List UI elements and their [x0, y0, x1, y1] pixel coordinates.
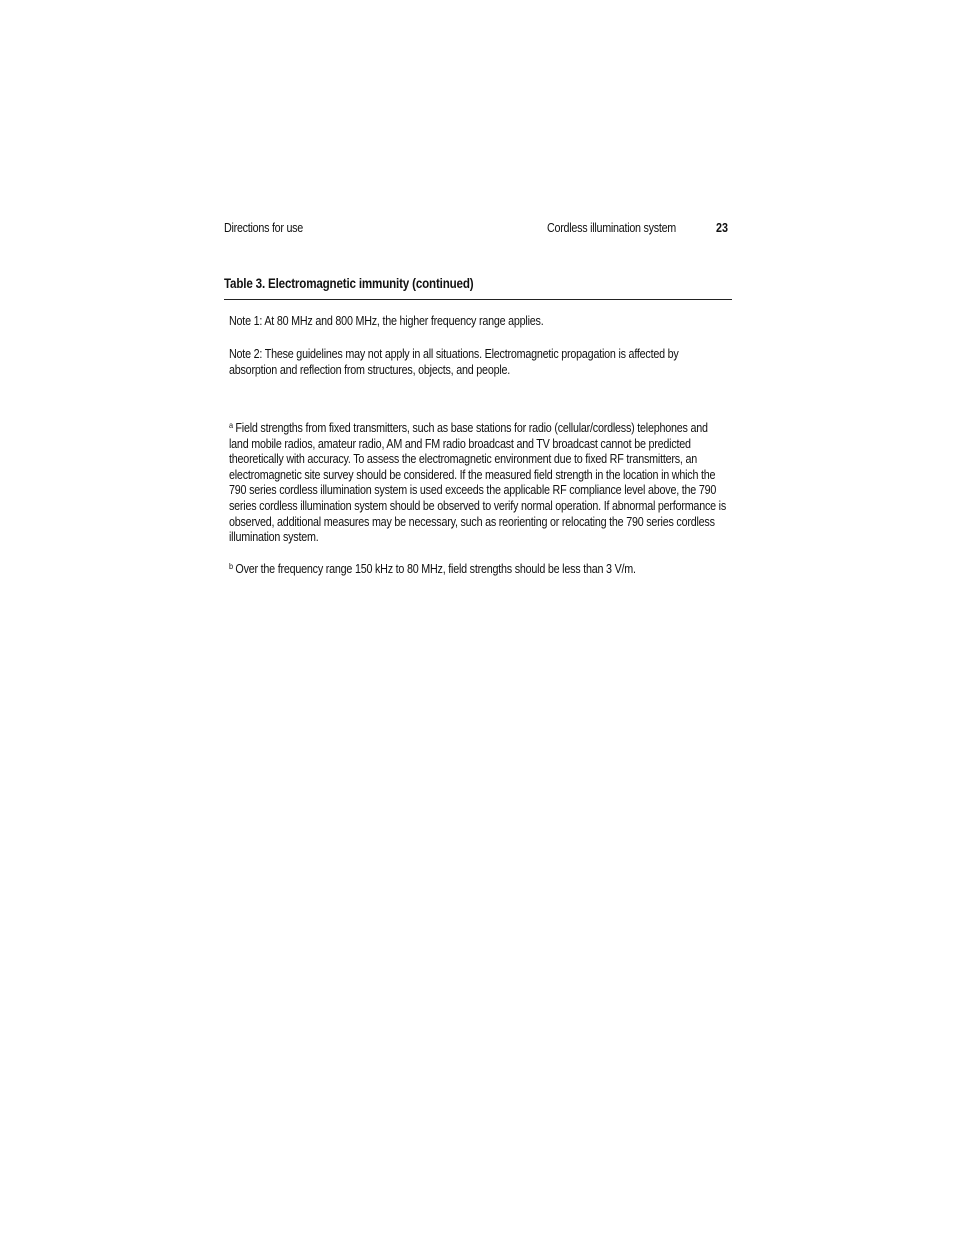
caption-divider: [224, 299, 732, 300]
footnote-a-text: Field strengths from fixed transmitters, such as base stations for radio (cellular/cordless) telephones and land mobile radios, amateur radio, AM and FM radio broadcast and TV broadcast cannot be predicted theoretically with accuracy. To assess the electromagnetic environment due to fixed RF transmitters, an electromagnetic site survey should be considered. If the measured field strength in the location in which the 790 series cordless illumination system is used exceeds the applicable RF compliance level above, the 790 series cordless illumination system should be observed to verify normal operation. If abnormal performance is observed, additional measures may be necessary, such as reorienting or relocating the 790 series cordless illumination system.: [229, 421, 726, 545]
footnote-b: [229, 559, 636, 578]
running-header-left: Directions for use: [224, 221, 304, 235]
footnote-a-marker: a: [229, 420, 233, 430]
footnote-b-marker: b: [229, 561, 233, 571]
footnote-b-text: Over the frequency range 150 kHz to 80 MHz, field strengths should be less than 3 V/m.: [235, 562, 636, 576]
note-1: Note 1: At 80 MHz and 800 MHz, the higher frequency range applies.: [229, 314, 544, 328]
page-number: 23: [716, 221, 728, 235]
table-caption: Table 3. Electromagnetic immunity (continued): [224, 276, 474, 291]
running-header-right: Cordless illumination system: [547, 221, 676, 235]
note-2: Note 2: These guidelines may not apply in all situations. Electromagnetic propagation is affected by absorption and reflection from structures, objects, and people.: [229, 347, 679, 377]
footnote-a: [229, 418, 728, 546]
